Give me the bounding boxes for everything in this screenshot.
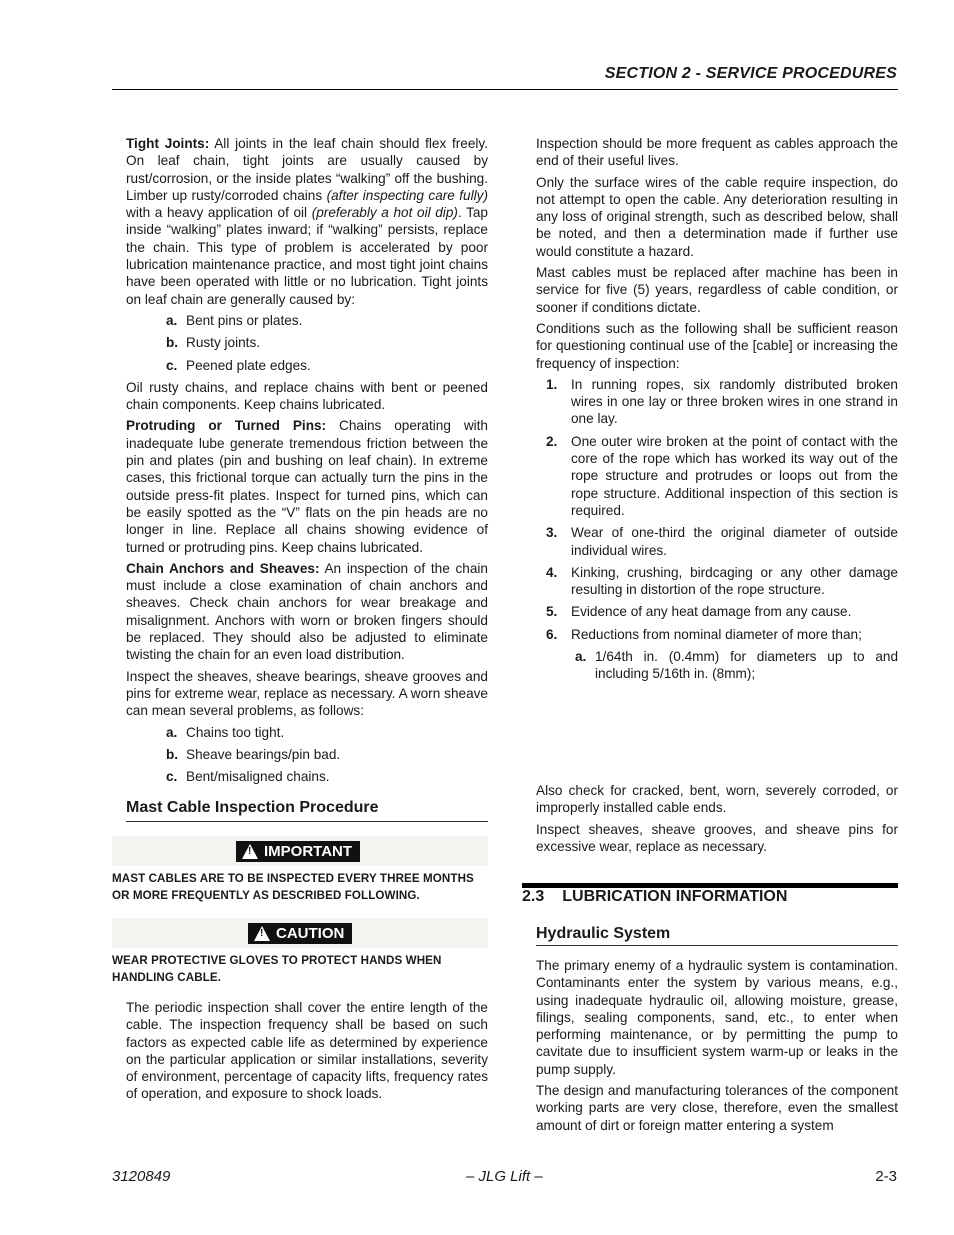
list-item xyxy=(166,312,488,329)
condition-text: One outer wire broken at the point of contact with the core of the rope which has worked its way out of the rope structure and protrudes or loops out from the rope structure. Additional inspection of this section is required. xyxy=(571,433,898,518)
protruding-paragraph xyxy=(126,417,488,555)
list-item xyxy=(166,357,488,374)
list-item-text: Chains too tight. xyxy=(186,724,285,740)
condition-item xyxy=(546,603,898,620)
exclamation-icon: ! xyxy=(260,928,264,939)
important-band xyxy=(112,836,488,866)
condition-text: Kinking, crushing, birdcaging or any other damage resulting in distortion of the rope structure. xyxy=(571,564,898,598)
tight-joints-paragraph xyxy=(126,135,488,308)
tight-joints-text-2: with a heavy application of oil xyxy=(126,205,312,221)
footer-page-number: 2-3 xyxy=(875,1168,897,1185)
important-tag-label: IMPORTANT xyxy=(264,843,353,860)
tight-joints-emph-1: (after inspecting care fully) xyxy=(326,187,488,203)
condition-text: Evidence of any heat damage from any cause. xyxy=(571,604,852,620)
list-item-label: c. xyxy=(166,769,178,785)
right-paragraph-3: Mast cables must be replaced after machine has been in service for five (5) years, regardless of cable condition, or sooner if conditions dictate. xyxy=(536,265,898,315)
protruding-label: Protruding or Turned Pins: xyxy=(126,418,327,434)
list-item-label: c. xyxy=(166,357,178,373)
caution-band xyxy=(112,918,488,948)
anchors-paragraph xyxy=(126,560,488,664)
list-item-text: Sheave bearings/pin bad. xyxy=(186,746,341,762)
condition-subitem xyxy=(575,648,898,683)
section-header: SECTION 2 - SERVICE PROCEDURES xyxy=(604,65,897,82)
anchors-label: Chain Anchors and Sheaves: xyxy=(126,560,320,576)
cable-ends-block xyxy=(536,782,898,859)
tight-joints-text-3: . Tap inside “walking” plates inward; if “walking” persists, replace the chain. This type of problem is accelerated by poor lubrication maintenance practice, and most tight joint chains have been operated with little or no lubrication. Tight joints on leaf chain are generally caused by: xyxy=(126,205,488,307)
section-title: LUBRICATION INFORMATION xyxy=(562,888,788,905)
condition-number: 3. xyxy=(546,525,558,541)
periodic-paragraph: The periodic inspection shall cover the entire length of the cable. The inspection frequency shall be based on such factors as expected cable life as determined by experience on the particular application or similar installations, severity of environment, percentage of capacity lifts, frequency rates of operation, and exposure to shock loads. xyxy=(126,1000,488,1102)
list-item xyxy=(166,768,488,785)
caution-text: WEAR PROTECTIVE GLOVES TO PROTECT HANDS WHEN HANDLING CABLE. xyxy=(112,954,442,984)
list-item-label: a. xyxy=(166,724,178,740)
condition-item xyxy=(546,626,898,643)
list-item-text: Rusty joints. xyxy=(186,335,261,351)
condition-number: 5. xyxy=(546,604,558,620)
caution-tag xyxy=(248,923,352,944)
left-column xyxy=(126,135,488,822)
condition-text: Reductions from nominal diameter of more than; xyxy=(571,626,862,642)
condition-number: 6. xyxy=(546,626,558,642)
right-paragraph-2: Only the surface wires of the cable require inspection, do not attempt to open the cable. Any deterioration resulting in any loss of original strength, such as described below, shall be noted, and then a determination made if further use would constitute a hazard. xyxy=(536,174,898,259)
condition-text: Wear of one-third the original diameter of outside individual wires. xyxy=(571,525,898,558)
tight-joints-text-1: All joints in the leaf chain should flex freely. On leaf chain, tight joints are usually caused by rust/corrosion, or the inside plates “walking” off the bushing. Limber up rusty/corroded chains xyxy=(126,136,488,203)
condition-item xyxy=(546,433,898,519)
anchors-text: An inspection of the chain must include a close examination of chain anchors and sheaves. Check chain anchors for wear breakage and misalignment. Anchors with worn or broken fingers should be replaced. They should also be adjusted to eliminate twisting the chain for an even load distribution. xyxy=(126,560,488,663)
right-paragraph-6: Inspect sheaves, sheave grooves, and sheave pins for excessive wear, replace as necessary. xyxy=(536,821,898,854)
sheave-paragraph: Inspect the sheaves, sheave bearings, sheave grooves and pins for extreme wear, replace as necessary. A worn sheave can mean several problems, as follows: xyxy=(126,668,488,719)
hydraulic-paragraph-1: The primary enemy of a hydraulic system is contamination. Contaminants enter the system by various means, e.g., using inadequate hydraulic oil, allowing moisture, grease, filings, sealing components, sand, etc., to enter when performing maintenance, or by permitting the pump to cavitate due to insufficient system warm-up or leaks in the pump supply. xyxy=(536,958,898,1077)
footer-doc-number: 3120849 xyxy=(112,1168,171,1185)
caution-tag-label: CAUTION xyxy=(276,925,345,942)
subitem-text: 1/64th in. (0.4mm) for diameters up to and including 5/16th in. (8mm); xyxy=(595,649,898,682)
right-paragraph-5: Also check for cracked, bent, worn, severely corroded, or improperly installed cable ends. xyxy=(536,783,898,816)
list-item-text: Peened plate edges. xyxy=(186,357,311,373)
protruding-text: Chains operating with inadequate lube generate tremendous friction between the pin and plates (pin and bushing on leaf chain). In extreme cases, this frictional torque can actually turn the pins in the outside press-fit plates. Inspect for turned pins, which can be easily spotted as the “V” flats on the pin heads are no longer in line. Replace all chains showing evidence of turned or protruding pins. Keep chains lubricated. xyxy=(126,418,488,555)
right-paragraph-4: Conditions such as the following shall be sufficient reason for questioning continual use of the [cable] or increasing the frequency of inspection: xyxy=(536,320,898,371)
list-item xyxy=(166,746,488,763)
condition-number: 1. xyxy=(546,376,558,392)
mast-cable-heading: Mast Cable Inspection Procedure xyxy=(126,799,488,821)
hydraulic-paragraph-2: The design and manufacturing tolerances of the component working parts are very close, therefore, even the smallest amount of dirt or foreign matter entering a system xyxy=(536,1083,898,1133)
condition-number: 4. xyxy=(546,564,558,580)
condition-item xyxy=(546,376,898,428)
condition-item xyxy=(546,524,898,559)
list-item-text: Bent/misaligned chains. xyxy=(186,769,330,785)
list-item xyxy=(166,724,488,741)
condition-text: In running ropes, six randomly distributed broken wires in one lay or three broken wires in one strand in one lay. xyxy=(571,376,898,427)
header-rule xyxy=(112,89,898,90)
important-tag xyxy=(236,841,360,862)
caution-notice xyxy=(112,918,488,986)
list-item-text: Bent pins or plates. xyxy=(186,312,303,328)
list-item-label: b. xyxy=(166,746,179,762)
list-item-label: b. xyxy=(166,335,179,351)
condition-number: 2. xyxy=(546,433,558,449)
exclamation-icon: ! xyxy=(248,846,252,857)
section-heading xyxy=(522,888,805,905)
tight-joints-emph-2: (preferably a hot oil dip) xyxy=(311,205,458,221)
right-column xyxy=(536,135,898,688)
section-number: 2.3 xyxy=(522,888,545,905)
important-text: MAST CABLES ARE TO BE INSPECTED EVERY THREE MONTHS OR MORE FREQUENTLY AS DESCRIBED FOLLOWING. xyxy=(112,872,474,902)
right-paragraph-1: Inspection should be more frequent as cables approach the end of their useful lives. xyxy=(536,136,898,169)
hydraulic-heading: Hydraulic System xyxy=(536,925,898,946)
list-item-label: a. xyxy=(166,312,178,328)
footer-center: – JLG Lift – xyxy=(466,1168,543,1185)
hydraulic-block xyxy=(536,957,898,1138)
subitem-label: a. xyxy=(575,649,587,665)
important-notice xyxy=(112,836,488,904)
condition-item xyxy=(546,564,898,599)
oil-paragraph: Oil rusty chains, and replace chains with bent or peened chain components. Keep chains lubricated. xyxy=(126,379,488,413)
list-item xyxy=(166,334,488,351)
periodic-block xyxy=(126,999,488,1107)
tight-joints-label: Tight Joints: xyxy=(126,136,210,151)
